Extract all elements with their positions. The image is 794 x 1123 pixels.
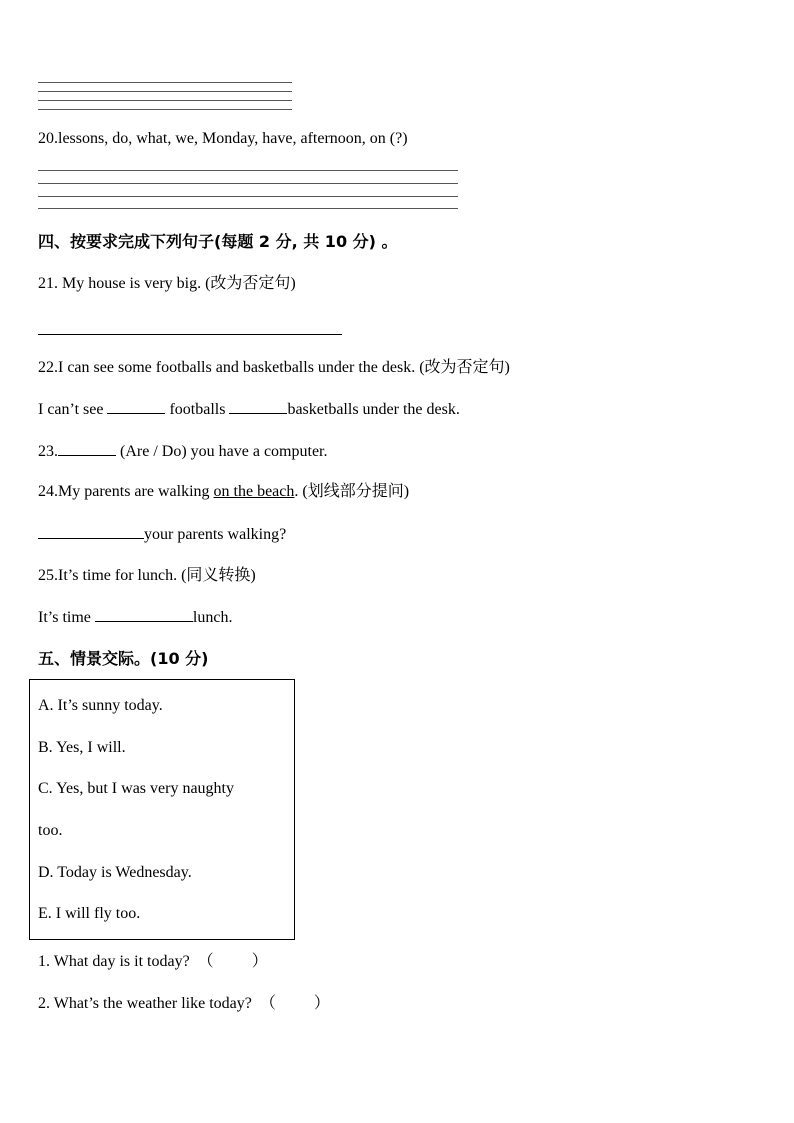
answer-text: your parents walking?: [144, 526, 287, 543]
answer-blank[interactable]: [38, 524, 144, 539]
question-21: 21. My house is very big. (改为否定句): [38, 275, 296, 292]
underlined-phrase: on the beach: [213, 483, 295, 500]
question-23: [38, 441, 327, 462]
section-4-heading: 四、按要求完成下列句子(每题 2 分, 共 10 分) 。: [38, 232, 398, 251]
question-instruction: . (划线部分提问): [294, 483, 410, 500]
question-22: 22.I can see some footballs and basketballs under the desk. (改为否定句): [38, 359, 510, 376]
answer-line: [38, 100, 292, 101]
question-text: 1. What day is it today?: [38, 953, 190, 970]
option-a: A. It’s sunny today.: [38, 697, 163, 714]
answer-line: [38, 170, 458, 171]
answer-blank[interactable]: [95, 607, 193, 622]
question-20: 20.lessons, do, what, we, Monday, have, afternoon, on (?): [38, 130, 408, 147]
answer-line: [38, 183, 458, 184]
question-number: 23.: [38, 443, 58, 460]
question-text: 2. What’s the weather like today?: [38, 995, 252, 1012]
option-c-continued: too.: [38, 822, 63, 839]
answer-line: [38, 109, 292, 110]
option-d: D. Today is Wednesday.: [38, 864, 192, 881]
answer-line: [38, 196, 458, 197]
answer-text: basketballs under the desk.: [287, 401, 460, 418]
paren-open: （: [197, 953, 214, 970]
question-25: 25.It’s time for lunch. (同义转换): [38, 567, 256, 584]
paren-open: （: [259, 995, 276, 1012]
question-text: 24.My parents are walking: [38, 483, 214, 500]
answer-blank[interactable]: [58, 441, 116, 456]
dialogue-question-2: [38, 994, 330, 1014]
section-5-heading: 五、情景交际。(10 分): [38, 649, 209, 668]
options-box: [29, 679, 295, 940]
answer-line: [38, 82, 292, 83]
answer-blank[interactable]: [107, 399, 165, 414]
answer-text: It’s time: [38, 609, 95, 626]
answer-text: I can’t see: [38, 401, 108, 418]
option-e: E. I will fly too.: [38, 905, 141, 922]
question-25-answer: [38, 607, 232, 628]
question-24: [38, 482, 409, 502]
answer-text: lunch.: [192, 609, 233, 626]
option-b: B. Yes, I will.: [38, 739, 126, 756]
answer-text: footballs: [169, 401, 230, 418]
answer-line: [38, 208, 458, 209]
question-24-answer: [38, 524, 286, 545]
question-text: (Are / Do) you have a computer.: [116, 443, 328, 460]
answer-line: [38, 334, 342, 335]
option-c: C. Yes, but I was very naughty: [38, 780, 234, 797]
answer-line: [38, 91, 292, 92]
question-22-answer: [38, 399, 460, 420]
paren-close: ）: [313, 995, 330, 1012]
answer-blank[interactable]: [229, 399, 287, 414]
dialogue-question-1: [38, 952, 268, 972]
paren-close: ）: [251, 953, 268, 970]
